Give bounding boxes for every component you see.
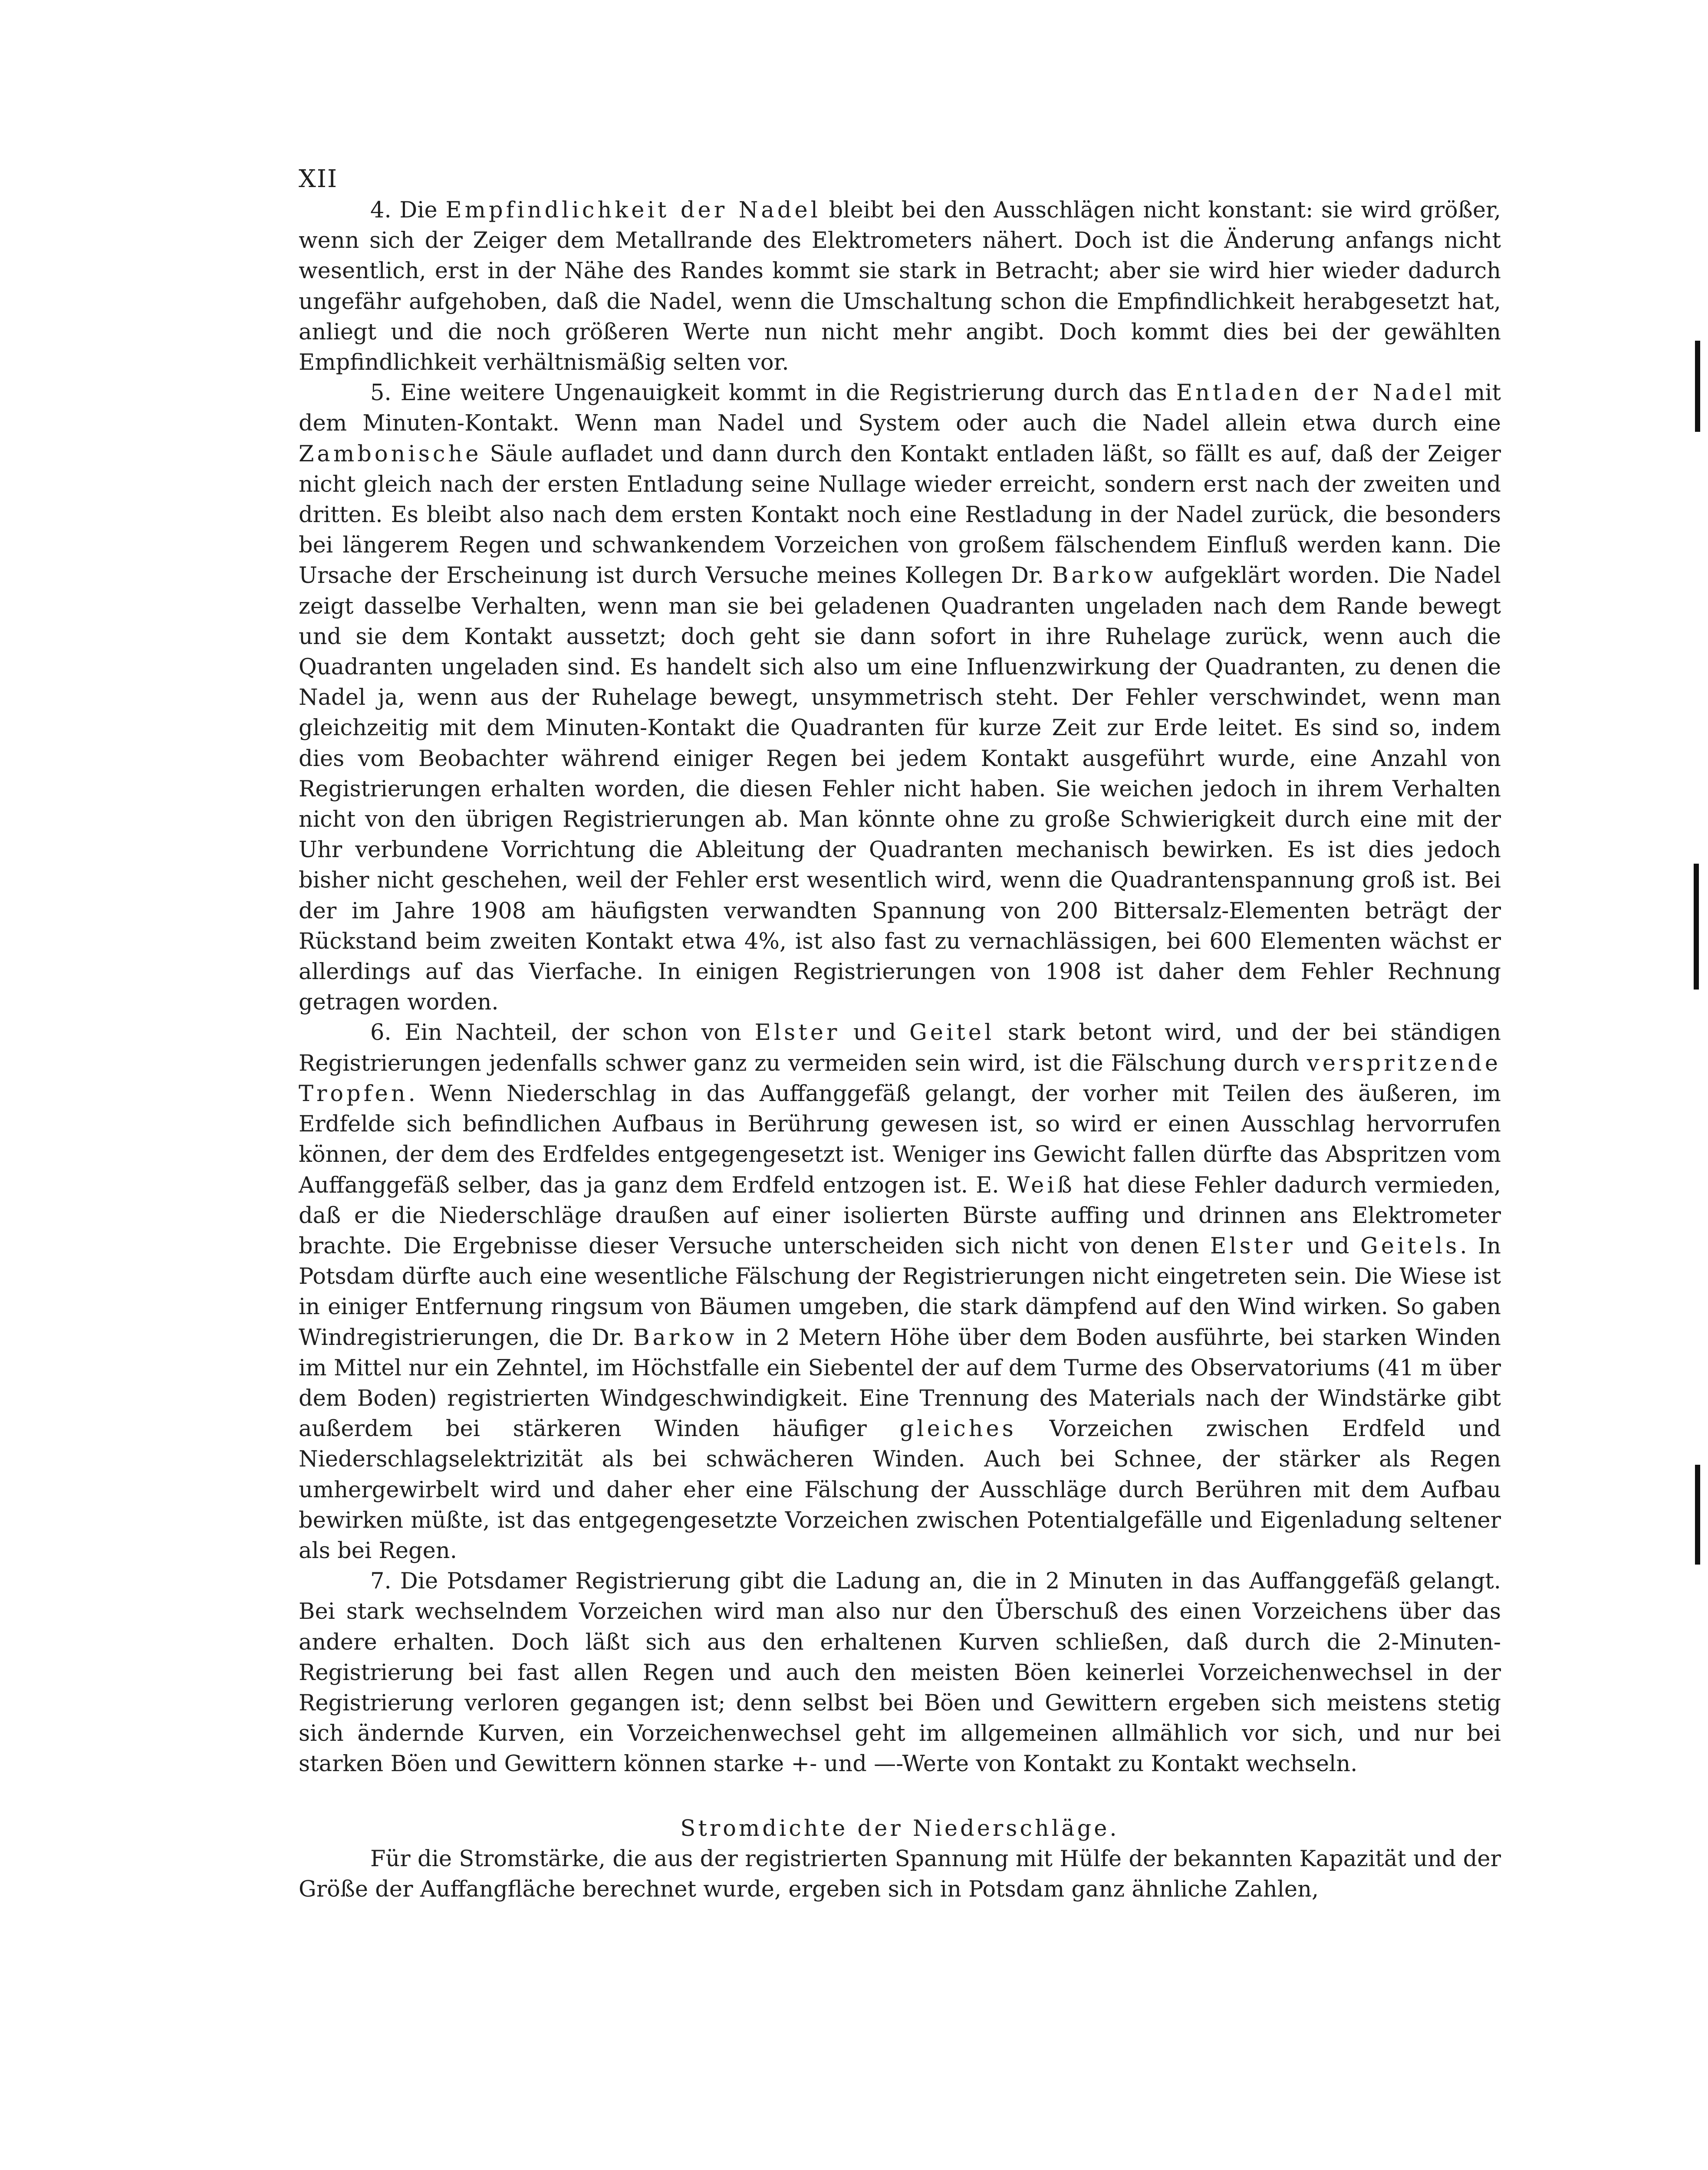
p6-emphasis-5: Elster [1210, 1233, 1296, 1259]
body-text [299, 195, 1501, 1905]
margin-bar-middle [1694, 864, 1699, 990]
p5-text-2: Säule aufladet und dann durch den Kontakt entladen läßt, so fällt es auf, daß der Zeiger nicht gleich nach der ersten Entladung seine Nullage wieder erreicht, sondern erst nach der zweiten und dritten. Es bleibt also nach dem ersten Kontakt noch eine Restladung in der Nadel zurück, die besonders bei längerem Regen und schwankendem Vorzeichen von großem fälschendem Einfluß werden kann. Die Ursache der Erscheinung ist durch Versuche meines Kollegen Dr. [299, 441, 1501, 589]
p4-text: bleibt bei den Ausschlägen nicht konstant: sie wird größer, wenn sich der Zeiger dem Metallrande des Elektrometers nähert. Doch ist die Änderung anfangs nicht wesentlich, erst in der Nähe des Randes kommt sie stark in Betracht; aber sie wird hier wieder dadurch ungefähr aufgehoben, daß die Nadel, wenn die Umschaltung schon die Empfindlichkeit herabgesetzt hat, anliegt und die noch größeren Werte nun nicht mehr angibt. Doch kommt dies bei der gewählten Empfindlichkeit verhältnismäßig selten vor. [299, 197, 1501, 376]
p6-text-7: in 2 Metern Höhe über dem Boden ausführte, bei starken Winden im Mittel nur ein Zehntel, im Höchstfalle ein Siebentel der auf dem Turme des Observatoriums (41 m über dem Boden) registrierten Windgeschwindigkeit. Eine Trennung des Materials nach der Windstärke gibt außerdem bei stärkeren Winden häufiger [299, 1325, 1501, 1442]
p6-emphasis-3: verspritzende Tropfen [299, 1050, 1501, 1107]
p5-emphasis-1: Entladen der Nadel [1176, 380, 1455, 406]
p6-text-6: . In Potsdam dürfte auch eine wesentliche Fälschung der Registrierungen nicht eingetreten sein. Die Wiese ist in einiger Entfernung ringsum von Bäumen umgeben, die stark dämpfend auf den Wind wirken. So gaben Windregistrierungen, die Dr. [299, 1233, 1501, 1351]
p6-text-5: und [1295, 1233, 1360, 1259]
p5-text-3: aufgeklärt worden. Die Nadel zeigt dasselbe Verhalten, wenn man sie bei geladenen Quadranten ungeladen nach dem Rande bewegt und sie dem Kontakt aussetzt; doch geht sie dann sofort in ihre Ruhelage zurück, wenn auch die Quadranten ungeladen sind. Es handelt sich also um eine Influenzwirkung der Quadranten, zu denen die Nadel ja, wenn aus der Ruhelage bewegt, unsymmetrisch steht. Der Fehler verschwindet, wenn man gleichzeitig mit dem Minuten-Kontakt die Quadranten für kurze Zeit zur Erde leitet. Es sind so, indem dies vom Beobachter während einiger Regen bei jedem Kontakt ausgeführt wurde, eine Anzahl von Registrierungen erhalten worden, die diesen Fehler nicht haben. Sie weichen jedoch in ihrem Verhalten nicht von den übrigen Registrierungen ab. Man könnte ohne zu große Schwierigkeit durch eine mit der Uhr verbundene Vorrichtung die Ableitung der Quadranten mechanisch bewirken. Es ist dies jedoch bisher nicht geschehen, weil der Fehler erst wesentlich wird, wenn die Quadrantenspannung groß ist. Bei der im Jahre 1908 am häufigsten verwandten Spannung von 200 Bittersalz-Elementen beträgt der Rückstand beim zweiten Kontakt etwa 4%, ist also fast zu vernachlässigen, bei 600 Elementen wächst er allerdings auf das Vierfache. In einigen Registrierungen von 1908 ist daher dem Fehler Rechnung getragen worden. [299, 563, 1501, 1016]
paragraph-6 [299, 1018, 1501, 1566]
p6-text-1: und [840, 1020, 910, 1046]
p4-emphasis: Empfindlichkeit der Nadel [445, 197, 821, 223]
p6-emphasis-7: Barkow [633, 1325, 737, 1351]
margin-bar-lower [1695, 1465, 1700, 1565]
p6-text-4: hat diese Fehler dadurch vermieden, daß er die Niederschläge draußen auf einer isolierten Bürste auffing und drinnen ans Elektrometer brachte. Die Ergebnisse dieser Versuche unterscheiden sich nicht von denen [299, 1172, 1501, 1259]
p6-emphasis-2: Geitel [909, 1020, 995, 1046]
p5-emphasis-2: Zambonische [299, 441, 482, 467]
section-paragraph-1: Für die Stromstärke, die aus der registrierten Spannung mit Hülfe der bekannten Kapazität und der Größe der Auffangfläche berechnet wurde, ergeben sich in Potsdam ganz ähnliche Zahlen, [299, 1846, 1501, 1902]
p6-emphasis-1: Elster [754, 1020, 840, 1046]
p4-lead: 4. Die [370, 197, 446, 223]
p5-text-1: mit dem Minuten-Kontakt. Wenn man Nadel und System oder auch die Nadel allein etwa durch eine [299, 380, 1501, 437]
paragraph-5 [299, 378, 1501, 1018]
p6-text-3: . Wenn Niederschlag in das Auffanggefäß gelangt, der vorher mit Teilen des äußeren, im Erdfelde sich befindlichen Aufbaus in Berührung gewesen ist, so wird er einen Ausschlag hervorrufen können, der dem des Erdfeldes entgegengesetzt ist. Weniger ins Gewicht fallen dürfte das Abspritzen vom Auffanggefäß selber, das ja ganz dem Erdfeld entzogen ist. E. [299, 1081, 1501, 1198]
p5-emphasis-3: Barkow [1052, 563, 1156, 589]
p6-emphasis-8: gleiches [899, 1416, 1017, 1442]
paragraph-7: 7. Die Potsdamer Registrierung gibt die Ladung an, die in 2 Minuten in das Auffanggefäß gelangt. Bei stark wechselndem Vorzeichen wird man also nur den Überschuß des einen Vorzeichens über das andere erhalten. Doch läßt sich aus den erhaltenen Kurven schließen, daß durch die 2-Minuten-Registrierung bei fast allen Regen und auch den meisten Böen keinerlei Vorzeichenwechsel in der Registrierung verloren gegangen ist; denn selbst bei Böen und Gewittern ergeben sich meistens stetig sich ändernde Kurven, ein Vorzeichenwechsel geht im allgemeinen allmählich vor sich, und nur bei starken Böen und Gewittern können starke +- und —-Werte von Kontakt zu Kontakt wechseln. [299, 1568, 1501, 1777]
p6-lead: 6. Ein Nachteil, der schon von [370, 1020, 755, 1046]
page-number: XII [299, 165, 338, 193]
p6-text-8: Vorzeichen zwischen Erdfeld und Niederschlagselektrizität als bei schwächeren Winden. Auch bei Schnee, der stärker als Regen umhergewirbelt wird und daher eher eine Fälschung der Ausschläge durch Berühren mit dem Aufbau bewirken müßte, ist das entgegengesetzte Vorzeichen zwischen Potentialgefälle und Eigenladung seltener als bei Regen. [299, 1416, 1501, 1564]
p6-emphasis-6: Geitels [1360, 1233, 1460, 1259]
p5-lead: 5. Eine weitere Ungenauigkeit kommt in die Registrierung durch das [370, 380, 1176, 406]
section-heading: Stromdichte der Niederschläge. [680, 1815, 1119, 1841]
paragraph-4 [299, 195, 1501, 378]
margin-bar-top [1695, 341, 1700, 432]
p6-emphasis-4: Weiß [1007, 1172, 1075, 1198]
p6-text-2: stark betont wird, und der bei ständigen Registrierungen jedenfalls schwer ganz zu vermeiden sein wird, ist die Fälschung durch [299, 1020, 1501, 1076]
